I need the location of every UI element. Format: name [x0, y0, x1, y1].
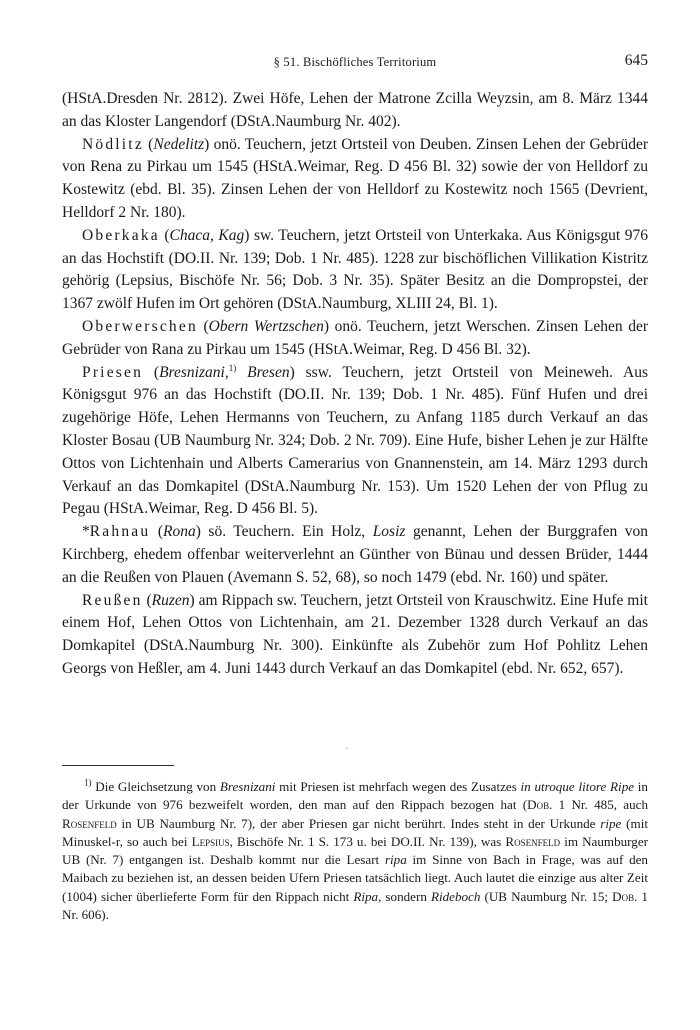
- field-name: Losiz: [372, 523, 406, 541]
- place-name: Priesen: [82, 363, 144, 381]
- entry-oberwerschen: Oberwerschen (Obern Wertzschen) onö. Teuchern, jetzt Werschen. Zinsen Lehen der Gebrüder von Rana zu Pirkau um 1545 (HStA.Weimar, Reg. D 456 Bl. 32).: [62, 317, 648, 358]
- paragraph-continuation: (HStA.Dresden Nr. 2812). Zwei Höfe, Lehen der Matrone Zcilla Weyzsin, am 8. März 1344 an das Kloster Langendorf (DStA.Naumburg Nr. 402).: [62, 90, 648, 130]
- entry-priesen: Priesen (Bresnizani,$^{1)}$ Bresen) ssw. Teuchern, jetzt Ortsteil von Meineweh. Aus Königsgut 976 an das Hochstift (DO.II. Nr. 139; Dob. 1 Nr. 485). Fünf Hufen und drei zugehörige Höfe, Lehen Hermanns von Teuchern, zu Anfang 1185 durch Verkauf an das Kloster Bosau (UB Naumburg Nr. 324; Dob. 2 Nr. 709). Eine Hufe, bisher Lehen je zur Hälfte Ottos von Lichtenhain und Alberts Camerarius von Gnannenstein, am 14. März 1293 durch Verkauf an das Domkapitel (DStA.Naumburg Nr. 153). Um 1520 Lehen der von Pflug zu Pegau (HStA.Weimar, Reg. D 456 Bl. 5).: [62, 362, 648, 518]
- place-name: Nödlitz: [82, 135, 144, 153]
- footnote-divider: [62, 765, 174, 766]
- entry-text: sw. Teuchern, jetzt Ortsteil von Unterkaka. Aus Königsgut 976 an das Hochstift (DO.II. Nr. 139; Dob. 1 Nr. 485). 1228 zur bischöflichen Villikation Kistritz gehörig (Lepsius, Bischöfe Nr. 56; Dob. 3 Nr. 35). Später Besitz an die Dompropstei, der 1367 zwölf Hufen im Ort gehören (DStA.Naumburg, XLIII 24, Bl. 1).: [62, 226, 648, 313]
- footnote-1: $^{1)}$ Die Gleichsetzung von Bresnizani mit Priesen ist mehrfach wegen des Zusatzes in utroque litore Ripe in der Urkunde von 976 bezweifelt worden, den man auf den Rippach bezogen hat (Dob. 1 Nr. 485, auch Rosenfeld in UB Naumburg Nr. 7), der aber Priesen gar nicht berührt. Indes steht in der Urkunde ripe (mit Minuskel-r, so auch bei Lepsius, Bischöfe Nr. 1 S. 173 u. bei DO.II. Nr. 139), was Rosenfeld im Naumburger UB (Nr. 7) entgangen ist. Deshalb kommt nur die Lesart ripa im Sinne von Bach in Frage, was auf den Maibach zu beziehen ist, an dessen beiden Ufern Priesen tatsächlich liegt. Auch lautet die einzige aus alter Zeit (1004) sicher überlieferte Form für den Rippach nicht Ripa, sondern Rideboch (UB Naumburg Nr. 15; Dob. 1 Nr. 606).: [62, 777, 649, 923]
- place-name: Oberkaka: [82, 226, 160, 244]
- page-header: [62, 52, 648, 72]
- historic-name: Ruzen: [151, 591, 190, 609]
- entry-text: ssw. Teuchern, jetzt Ortsteil von Meineweh. Aus Königsgut 976 an das Hochstift (DO.II. Nr. 139; Dob. 1 Nr. 485). Fünf Hufen und drei zugehörige Höfe, Lehen Hermanns von Teuchern, zu Anfang 1185 durch Verkauf an das Kloster Bosau (UB Naumburg Nr. 324; Dob. 2 Nr. 709). Eine Hufe, bisher Lehen je zur Hälfte Ottos von Lichtenhain und Alberts Camerarius von Gnannenstein, am 14. März 1293 durch Verkauf an das Domkapitel (DStA.Naumburg Nr. 153). Um 1520 Lehen der von Pflug zu Pegau (HStA.Weimar, Reg. D 456 Bl. 5).: [62, 363, 648, 518]
- main-text: [62, 88, 648, 681]
- historic-name-alt: Bresen: [247, 363, 290, 381]
- historic-name: Obern Wertzschen: [208, 317, 324, 335]
- entry-rahnau: *Rahnau (Rona) sö. Teuchern. Ein Holz, Losiz genannt, Lehen der Burggrafen von Kirchberg, ehedem offenbar weiterverlehnt an Günther von Bünau und dessen Brüder, 1444 an die Reußen von Plauen (Avemann S. 52, 68), so noch 1479 (ebd. Nr. 160) und später.: [62, 523, 649, 586]
- entry-noedlitz: Nödlitz (Nedelitz) onö. Teuchern, jetzt Ortsteil von Deuben. Zinsen Lehen der Gebrüder von Rena zu Pirkau um 1545 (HStA.Weimar, Reg. D 456 Bl. 32) sowie der von Helldorf zu Kostewitz (ebd. Bl. 35). Zinsen Lehen der von Helldorf zu Kostewitz noch 1565 (Devrient, Helldorf 2 Nr. 180).: [62, 135, 649, 221]
- entry-text-cont: genannt, Lehen der Burggrafen von Kirchberg, ehedem offenbar weiterverlehnt an Günther von Bünau und dessen Brüder, 1444 an die Reußen von Plauen (Avemann S. 52, 68), so noch 1479 (ebd. Nr. 160) und später.: [62, 523, 649, 586]
- footnotes: [62, 778, 648, 924]
- place-name: Oberwerschen: [82, 317, 198, 335]
- entry-text: onö. Teuchern, jetzt Ortsteil von Deuben. Zinsen Lehen der Gebrüder von Rena zu Pirkau um 1545 (HStA.Weimar, Reg. D 456 Bl. 32) sowie der von Helldorf zu Kostewitz (ebd. Bl. 35). Zinsen Lehen der von Helldorf zu Kostewitz noch 1565 (Devrient, Helldorf 2 Nr. 180).: [62, 135, 649, 221]
- speck-mark: ·: [345, 744, 349, 755]
- entry-oberkaka: Oberkaka (Chaca, Kag) sw. Teuchern, jetzt Ortsteil von Unterkaka. Aus Königsgut 976 an das Hochstift (DO.II. Nr. 139; Dob. 1 Nr. 485). 1228 zur bischöflichen Villikation Kistritz gehörig (Lepsius, Bischöfe Nr. 56; Dob. 3 Nr. 35). Später Besitz an die Dompropstei, der 1367 zwölf Hufen im Ort gehören (DStA.Naumburg, XLIII 24, Bl. 1).: [62, 226, 648, 313]
- historic-name: Rona: [163, 523, 196, 541]
- place-name: Rahnau: [89, 523, 151, 541]
- entry-text: am Rippach sw. Teuchern, jetzt Ortsteil von Krauschwitz. Eine Hufe mit einem Hof, Lehen Ottos von Lichtenhain, am 21. Dezember 1328 durch Verkauf an das Domkapitel (DStA.Naumburg Nr. 300). Einkünfte als Zubehör zum Hof Pohlitz Lehen Georgs von Heßler, am 4. Juni 1443 durch Verkauf an das Domkapitel (ebd. Nr. 652, 657).: [62, 591, 648, 677]
- footnote-number: 1): [84, 777, 92, 788]
- entry-text: onö. Teuchern, jetzt Werschen. Zinsen Lehen der Gebrüder von Rana zu Pirkau um 1545 (HStA.Weimar, Reg. D 456 Bl. 32).: [62, 317, 648, 358]
- entry-reussen: Reußen (Ruzen) am Rippach sw. Teuchern, jetzt Ortsteil von Krauschwitz. Eine Hufe mit einem Hof, Lehen Ottos von Lichtenhain, am 21. Dezember 1328 durch Verkauf an das Domkapitel (DStA.Naumburg Nr. 300). Einkünfte als Zubehör zum Hof Pohlitz Lehen Georgs von Heßler, am 4. Juni 1443 durch Verkauf an das Domkapitel (ebd. Nr. 652, 657).: [62, 591, 648, 677]
- place-name: Reußen: [82, 591, 143, 609]
- entry-text: sö. Teuchern. Ein Holz,: [208, 523, 366, 541]
- historic-name: Chaca, Kag: [169, 226, 245, 244]
- running-head: § 51. Bischöfliches Territorium: [273, 55, 437, 69]
- footnote-reference: 1): [228, 362, 237, 373]
- desert-marker: *: [82, 523, 90, 541]
- historic-name: Bresnizani,: [159, 363, 229, 381]
- historic-name: Nedelitz: [153, 135, 205, 153]
- page-number: 645: [624, 52, 648, 69]
